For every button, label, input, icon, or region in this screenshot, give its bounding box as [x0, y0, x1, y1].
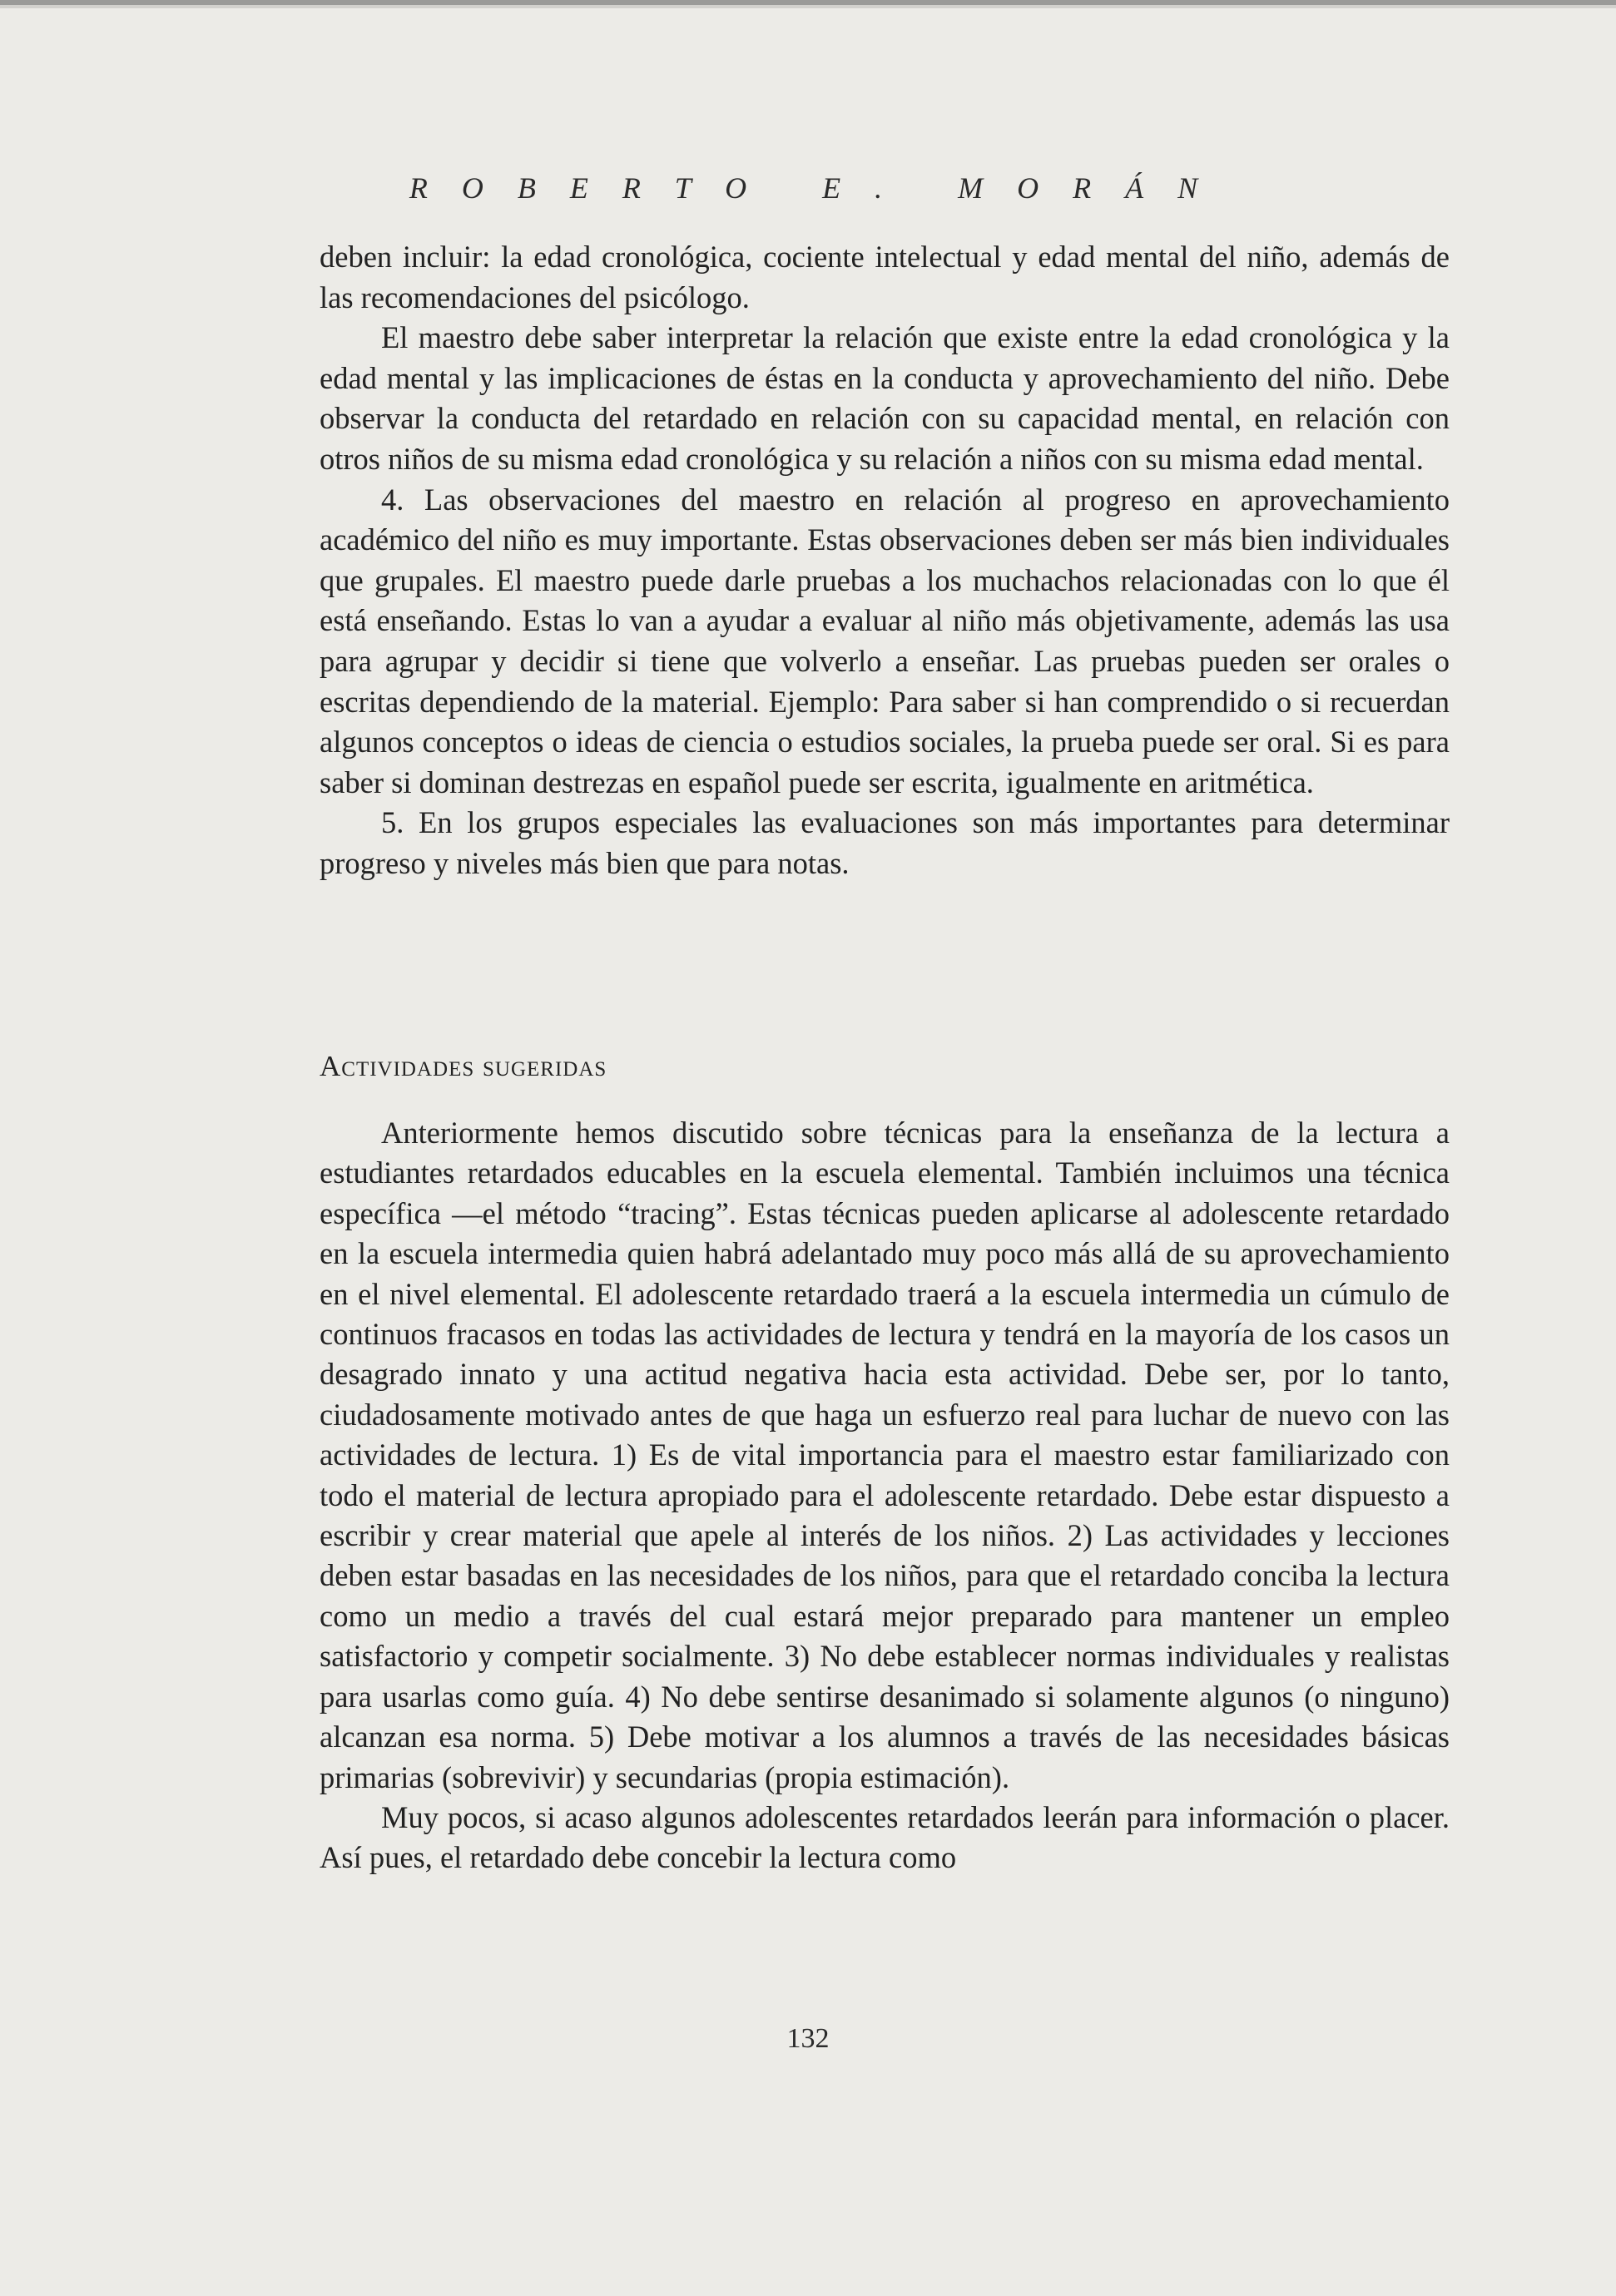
- body-text-top: [320, 237, 1450, 884]
- paragraph: 4. Las observaciones del maestro en relación al progreso en aprovechamiento académico del niño es muy importante. Estas observaciones deben ser más bien individuales que grupales. El maestro puede darle pruebas a los muchachos relacionadas con lo que él está enseñando. Estas lo van a ayudar a evaluar al niño más objetivamente, además las usa para agrupar y decidir si tiene que volverlo a enseñar. Las pruebas pueden ser orales o escritas dependiendo de la material. Ejemplo: Para saber si han comprendido o si recuerdan algunos conceptos o ideas de ciencia o estudios sociales, la prueba puede ser oral. Si es para saber si dominan destrezas en español puede ser escrita, igualmente en aritmética.: [320, 482, 1450, 799]
- paragraph: Anteriormente hemos discutido sobre técnicas para la enseñanza de la lectura a estudiantes retardados educables en la escuela elemental. También incluimos una técnica específica —el método “tracing”. Estas técnicas pueden aplicarse al adolescente retardado en la escuela intermedia quien habrá adelantado muy poco más allá de su aprovechamiento en el nivel elemental. El adolescente retardado traerá a la escuela intermedia un cúmulo de continuos fracasos en todas las actividades de lectura y tendrá en la mayoría de los casos un desagrado innato y una actitud negativa hacia esta actividad. Debe ser, por lo tanto, ciudadosamente motivado antes de que haga un esfuerzo real para luchar de nuevo con las actividades de lectura. 1) Es de vital importancia para el maestro estar familiarizado con todo el material de lectura apropiado para el adolescente retardado. Debe estar dispuesto a escribir y crear material que apele al interés de los niños. 2) Las actividades y lecciones deben estar basadas en las necesidades de los niños, para que el retardado conciba la lectura como un medio a través del cual estará mejor preparado para mantener un empleo satisfactorio y competir socialmente. 3) No debe establecer normas individuales y realistas para usarlas como guía. 4) No debe sentirse desanimado si solamente algunos (o ninguno) alcanzan esa norma. 5) Debe motivar a los alumnos a través de las necesidades básicas primarias (sobrevivir) y secundarias (propia estimación).: [320, 1116, 1450, 1794]
- running-head: ROBERTO E. MORÁN: [409, 171, 1232, 205]
- paragraph: Muy pocos, si acaso algunos adolescentes retardados leerán para información o placer. Así pues, el retardado debe concebir la lectura como: [320, 1799, 1450, 1875]
- paragraph: El maestro debe saber interpretar la relación que existe entre la edad cronológica y la edad mental y las implicaciones de éstas en la conducta y aprovechamiento del niño. Debe observar la conducta del retardado en relación con su capacidad mental, en relación con otros niños de su misma edad cronológica y su relación a niños con su misma edad mental.: [320, 320, 1450, 476]
- section-heading: Actividades sugeridas: [320, 1050, 607, 1082]
- page-number: 132: [786, 2023, 830, 2054]
- paragraph: deben incluir: la edad cronológica, cociente intelectual y edad mental del niño, además de las recomendaciones del psicólogo.: [320, 240, 1450, 314]
- page-top-shadow: [0, 5, 1616, 8]
- paragraph: 5. En los grupos especiales las evaluaciones son más importantes para determinar progreso y niveles más bien que para notas.: [320, 805, 1450, 880]
- body-text-bottom: [320, 1113, 1450, 1878]
